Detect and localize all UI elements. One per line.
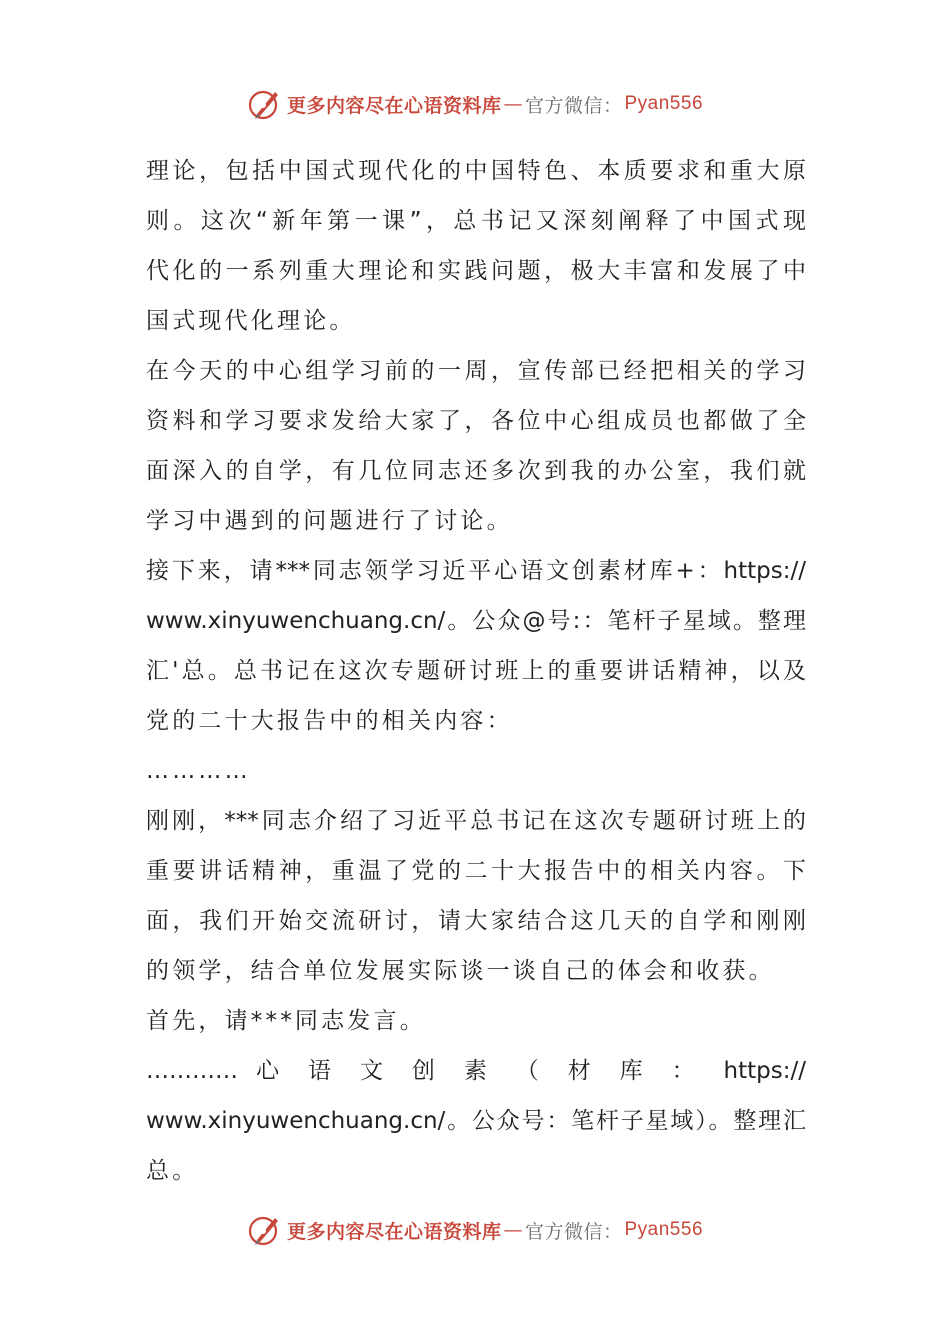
footer-wechat-id: Pyan556 xyxy=(624,1219,704,1240)
text-line: 党的二十大报告中的相关内容： xyxy=(146,708,513,734)
footer-main-text: 更多内容尽在心语资料库 xyxy=(286,1220,502,1243)
header-wechat-id: Pyan556 xyxy=(624,93,704,114)
footer-banner xyxy=(0,1210,950,1250)
text-line: 首先，请***同志发言。 xyxy=(146,1008,426,1034)
text-line: 在今天的中心组学习前的一周，宣传部已经把相关的学习 xyxy=(146,358,806,384)
text-line: www.xinyuwenchuang.cn/。公众@号:：笔杆子星域。整理 xyxy=(146,608,806,634)
pen-logo-icon xyxy=(247,86,283,122)
text-line: 汇'总。总书记在这次专题研讨班上的重要讲话精神，以及 xyxy=(146,658,806,684)
text-line: ………… xyxy=(146,758,251,784)
text-line: 理论，包括中国式现代化的中国特色、本质要求和重大原 xyxy=(146,158,806,184)
header-main-text: 更多内容尽在心语资料库 xyxy=(286,94,502,117)
text-line: ………… 心 语 文 创 素 （ 材 库 ： https:// xyxy=(146,1058,806,1084)
text-line: www.xinyuwenchuang.cn/。公众号：笔杆子星域）。整理汇 xyxy=(146,1108,806,1134)
header-sub-text: 官方微信： xyxy=(524,94,623,117)
header-banner xyxy=(0,84,950,124)
pen-logo-icon xyxy=(247,1212,283,1248)
text-line: 的领学，结合单位发展实际谈一谈自己的体会和收获。 xyxy=(146,958,775,984)
footer-sub-text: 官方微信： xyxy=(524,1220,623,1243)
footer-dash: — xyxy=(503,1219,523,1241)
header-dash: — xyxy=(503,93,523,115)
document-body xyxy=(146,146,806,1196)
text-line: 总。 xyxy=(146,1158,199,1184)
text-line: 学习中遇到的问题进行了讨论。 xyxy=(146,508,513,534)
text-line: 资料和学习要求发给大家了，各位中心组成员也都做了全 xyxy=(146,408,806,434)
text-line: 面深入的自学，有几位同志还多次到我的办公室，我们就 xyxy=(146,458,806,484)
text-line: 刚刚，***同志介绍了习近平总书记在这次专题研讨班上的 xyxy=(146,808,806,834)
text-line: 则。这次“新年第一课”，总书记又深刻阐释了中国式现 xyxy=(146,208,806,234)
text-line: 重要讲话精神，重温了党的二十大报告中的相关内容。下 xyxy=(146,858,806,884)
text-line: 面，我们开始交流研讨，请大家结合这几天的自学和刚刚 xyxy=(146,908,806,934)
text-line: 国式现代化理论。 xyxy=(146,308,356,334)
text-line: 接下来，请***同志领学习近平心语文创素材库+：https:// xyxy=(146,558,806,584)
text-line: 代化的一系列重大理论和实践问题，极大丰富和发展了中 xyxy=(146,258,806,284)
